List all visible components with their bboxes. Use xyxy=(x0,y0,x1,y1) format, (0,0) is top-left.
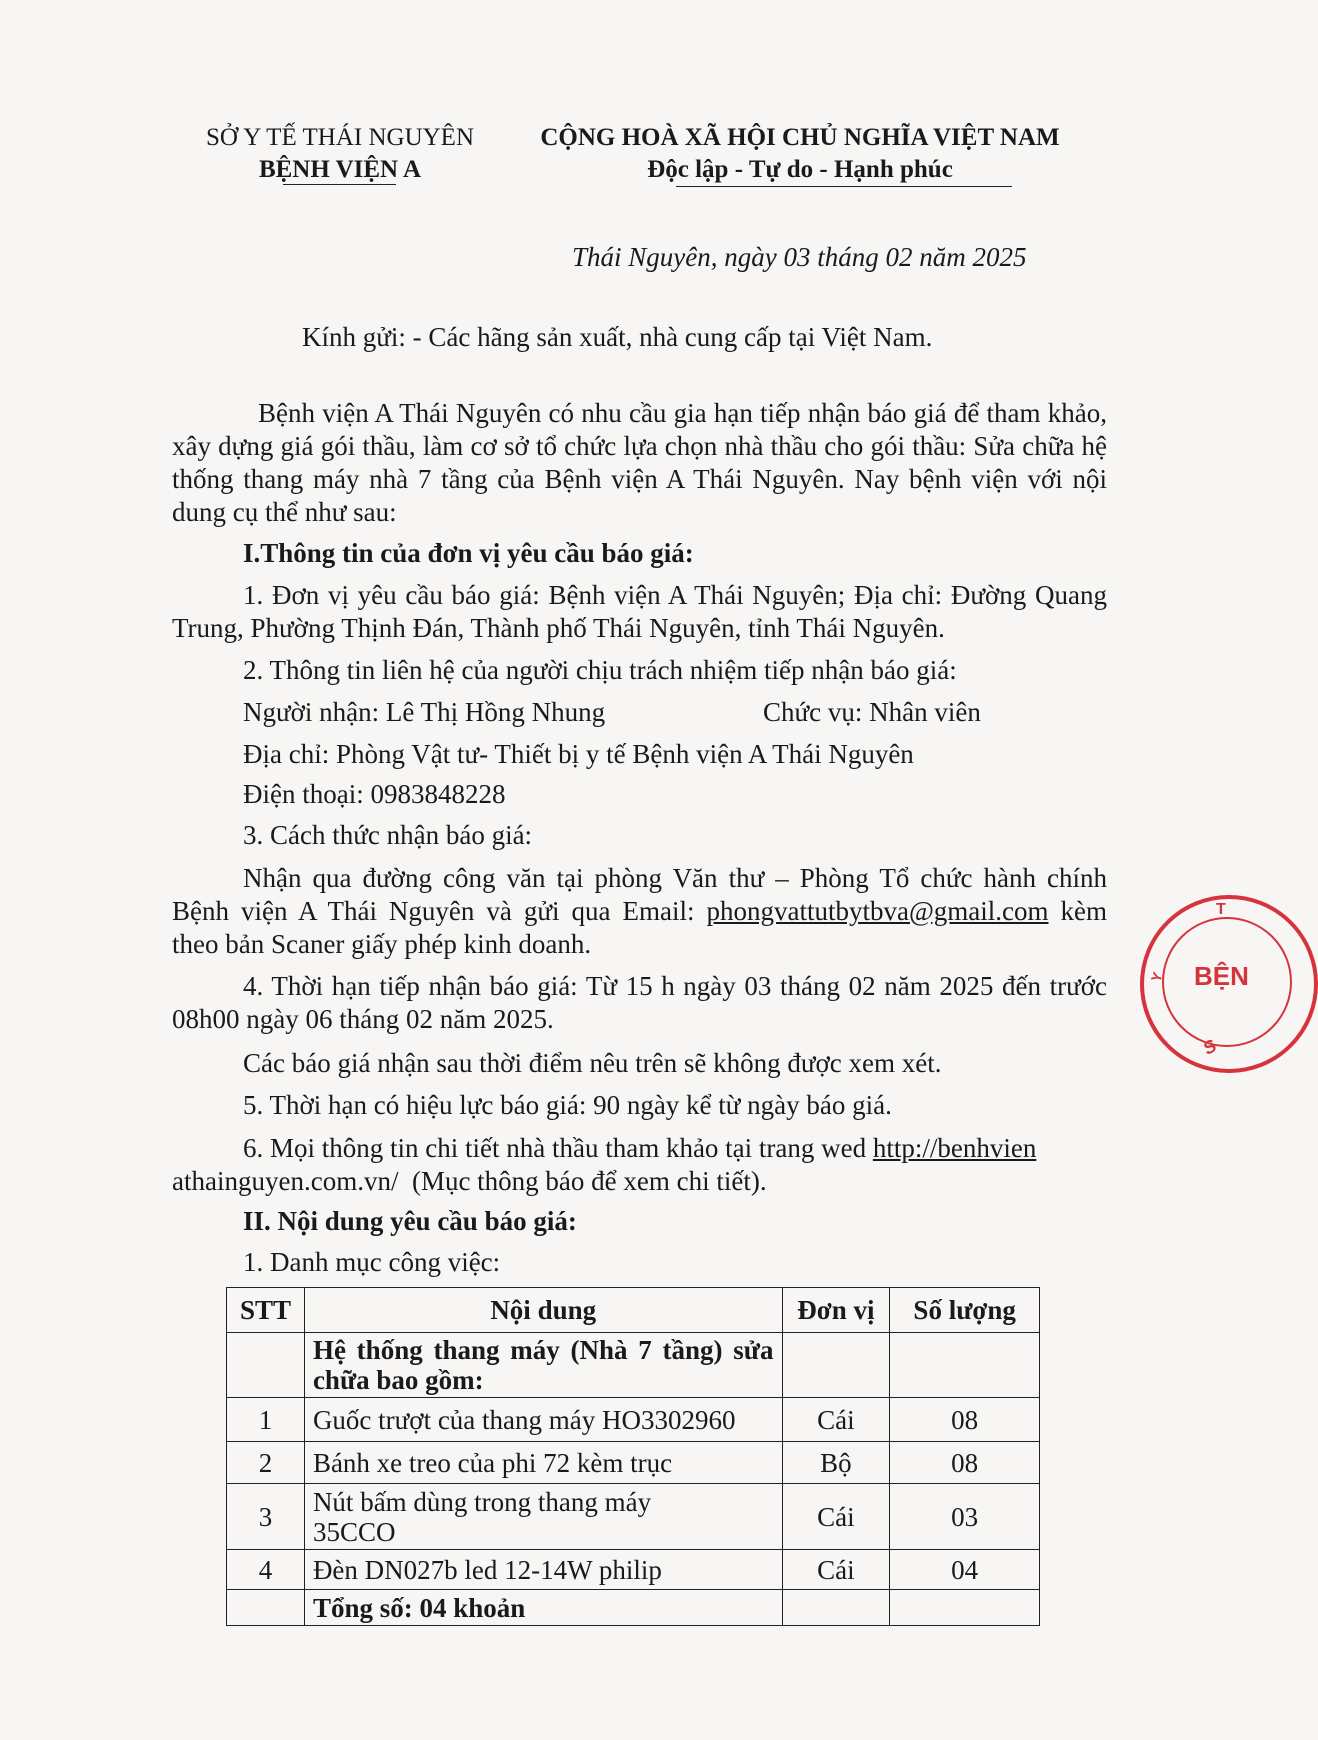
row-stt: 2 xyxy=(227,1442,305,1484)
row-content xyxy=(304,1484,782,1550)
method-text: Nhận qua đường công văn tại phòng Văn thư – Phòng Tổ chức hành chính Bệnh viện A Thái Nguyên và gửi qua Email: xyxy=(172,863,1107,926)
stamp-bottom-letter: S xyxy=(1199,1035,1220,1059)
row-unit: Cái xyxy=(782,1550,890,1590)
row-stt: 1 xyxy=(227,1398,305,1442)
date-line: Thái Nguyên, ngày 03 tháng 02 năm 2025 xyxy=(572,242,1027,272)
row-qty: 08 xyxy=(890,1442,1040,1484)
email-link[interactable]: phongvattutbytbva@gmail.com xyxy=(706,896,1049,926)
table-row xyxy=(227,1398,1040,1442)
contact-address: Địa chỉ: Phòng Vật tư- Thiết bị y tế Bệnh viện A Thái Nguyên xyxy=(243,739,914,769)
table-header-row xyxy=(227,1288,1040,1333)
section2-sub1: 1. Danh mục công việc: xyxy=(243,1247,501,1277)
section1-heading: I.Thông tin của đơn vị yêu cầu báo giá: xyxy=(243,538,694,568)
row-content-text: Nút bấm dùng trong thang máy 35CCO xyxy=(312,1486,652,1547)
table-total: Tổng số: 04 khoản xyxy=(304,1590,782,1626)
national-title: CỘNG HOÀ XÃ HỘI CHỦ NGHĨA VIỆT NAM xyxy=(540,124,1060,151)
section1-item2: 2. Thông tin liên hệ của người chịu trách nhiệm tiếp nhận báo giá: xyxy=(243,655,957,685)
stamp-side-letter: Y xyxy=(1147,969,1166,985)
national-motto: Độc lập - Tự do - Hạnh phúc xyxy=(647,156,953,183)
row-content: Bánh xe treo của phi 72 kèm trục xyxy=(304,1442,782,1484)
work-items-table xyxy=(226,1287,1040,1626)
item6-text: 6. Mọi thông tin chi tiết nhà thầu tham khảo tại trang wed xyxy=(243,1133,867,1163)
motto-underline xyxy=(676,186,1012,187)
table-row xyxy=(227,1550,1040,1590)
late-note: Các báo giá nhận sau thời điểm nêu trên sẽ không được xem xét. xyxy=(243,1048,942,1078)
table-row xyxy=(227,1442,1040,1484)
row-qty: 03 xyxy=(890,1484,1040,1550)
hospital-stamp xyxy=(1140,895,1318,1073)
intro-paragraph: Bệnh viện A Thái Nguyên có nhu cầu gia hạn tiếp nhận báo giá để tham khảo, xây dựng giá gói thầu, làm cơ sở tổ chức lựa chọn nhà thầu cho gói thầu: Sửa chữa hệ thống thang máy nhà 7 tầng của Bệnh viện A Thái Nguyên. Nay bệnh viện với nội dung cụ thể như sau: xyxy=(172,398,1107,527)
stamp-top-letter: T xyxy=(1216,901,1226,918)
row-content: Guốc trượt của thang máy HO3302960 xyxy=(304,1398,782,1442)
website-link-part1[interactable]: http://benhvien xyxy=(872,1133,1037,1163)
group-title: Hệ thống thang máy (Nhà 7 tầng) sửa chữa bao gồm: xyxy=(304,1333,782,1398)
table-group-row xyxy=(227,1333,1040,1398)
agency-header xyxy=(190,122,490,186)
section1-item5: 5. Thời hạn có hiệu lực báo giá: 90 ngày kể từ ngày báo giá. xyxy=(243,1090,892,1120)
table-total-row xyxy=(227,1590,1040,1626)
header-qty: Số lượng xyxy=(890,1288,1040,1333)
row-stt: 4 xyxy=(227,1550,305,1590)
section1-item1: 1. Đơn vị yêu cầu báo giá: Bệnh viện A Thái Nguyên; Địa chỉ: Đường Quang Trung, Phường Thịnh Đán, Thành phố Thái Nguyên, tỉnh Thái Nguyên. xyxy=(172,580,1107,643)
contact-phone: Điện thoại: 0983848228 xyxy=(243,779,506,809)
row-qty: 04 xyxy=(890,1550,1040,1590)
header-content: Nội dung xyxy=(304,1288,782,1333)
recipient-line: Kính gửi: - Các hãng sản xuất, nhà cung cấp tại Việt Nam. xyxy=(302,322,933,352)
hospital-name: BỆNH VIỆN A xyxy=(258,156,422,183)
row-unit: Cái xyxy=(782,1398,890,1442)
header-unit: Đơn vị xyxy=(782,1288,890,1333)
item6-tail: (Mục thông báo để xem chi tiết). xyxy=(411,1166,767,1196)
hospital-name-underline xyxy=(283,184,396,185)
section1-item3: 3. Cách thức nhận báo giá: xyxy=(243,820,533,850)
national-header xyxy=(530,122,1070,186)
section1-item6 xyxy=(243,1131,1036,1165)
row-content: Đèn DN027b led 12-14W philip xyxy=(304,1550,782,1590)
agency-name: SỞ Y TẾ THÁI NGUYÊN xyxy=(205,124,475,151)
section2-heading: II. Nội dung yêu cầu báo giá: xyxy=(243,1206,577,1236)
receiver-name: Người nhận: Lê Thị Hồng Nhung xyxy=(243,697,606,727)
row-unit: Bộ xyxy=(782,1442,890,1484)
header-stt: STT xyxy=(227,1288,305,1333)
stamp-text: BỆN xyxy=(1194,961,1249,991)
method-tail: kèm theo bản Scaner giấy phép kinh doanh. xyxy=(172,896,1108,959)
row-stt: 3 xyxy=(227,1484,305,1550)
row-qty: 08 xyxy=(890,1398,1040,1442)
row-unit: Cái xyxy=(782,1484,890,1550)
table-row xyxy=(227,1484,1040,1550)
section1-item4: 4. Thời hạn tiếp nhận báo giá: Từ 15 h ngày 03 tháng 02 năm 2025 đến trước 08h00 ngày 06 tháng 02 năm 2025. xyxy=(172,971,1107,1034)
method-paragraph xyxy=(172,862,1107,961)
website-link-part2[interactable]: athainguyen.com.vn/ xyxy=(172,1166,399,1196)
section1-item6-cont xyxy=(172,1164,767,1198)
receiver-position: Chức vụ: Nhân viên xyxy=(763,697,981,727)
